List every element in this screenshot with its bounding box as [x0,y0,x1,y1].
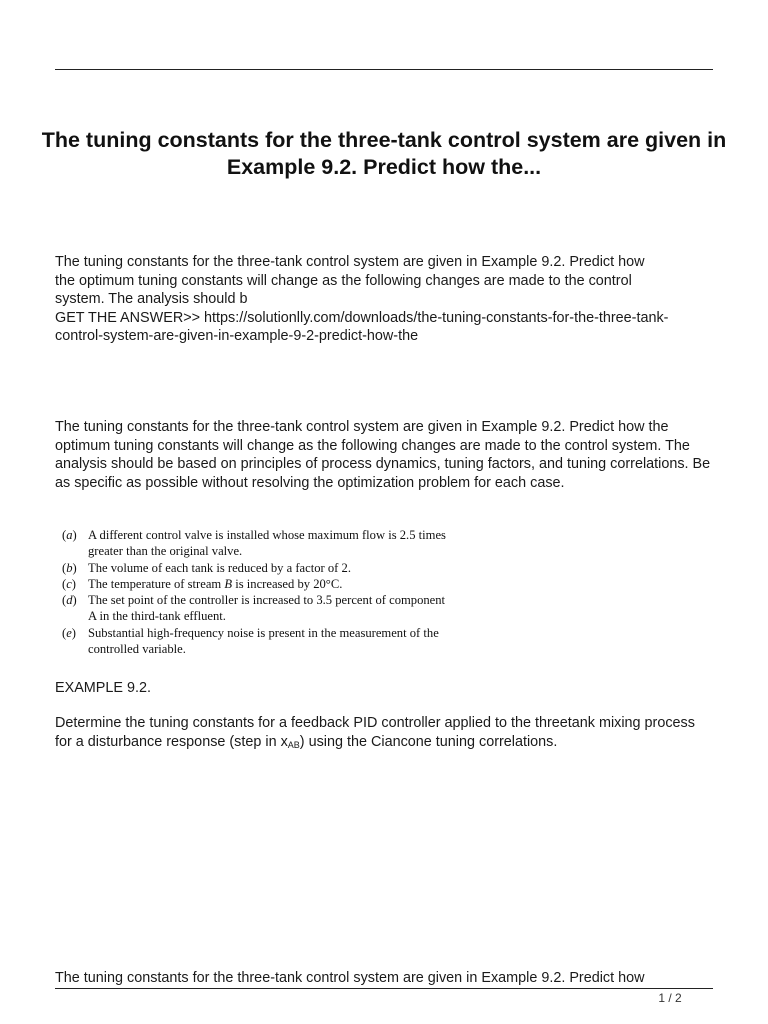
intro-line: The tuning constants for the three-tank control system are given in Example 9.2. Predict how [55,254,645,270]
question-part-c [62,576,492,592]
answer-link-continued[interactable]: control-system-are-given-in-example-9-2-predict-how-the [55,328,419,344]
part-label: (b) [62,560,77,575]
part-label: (d) [62,593,77,608]
part-text: The set point of the controller is increased to 3.5 percent of component A in the third-tank effluent. [88,593,446,624]
question-parts-list [62,527,492,657]
intro-line: system. The analysis should b [55,291,248,307]
part-text: A different control valve is installed whose maximum flow is 2.5 times greater than the original valve. [88,528,446,559]
example-heading: EXAMPLE 9.2. [55,680,151,696]
top-divider [55,69,713,70]
question-part-b [62,560,492,576]
example-body: Determine the tuning constants for a feedback PID controller applied to the threetank mixing process for a disturbance response (step in $x_{AB}$) using the Ciancone tuning correlations. [55,715,695,750]
intro-line: the optimum tuning constants will change as the following changes are made to the control [55,272,632,289]
question-part-a [62,527,492,560]
part-text: Substantial high-frequency noise is present in the measurement of the controlled variable. [88,625,439,657]
answer-link[interactable]: GET THE ANSWER>> https://solutionlly.com/downloads/the-tuning-constants-for-the-three-tank- [55,309,669,326]
full-question-paragraph: The tuning constants for the three-tank control system are given in Example 9.2. Predict how the optimum tuning constants will change as the following changes are made to the control system. The analysis should be based on principles of process dynamics, tuning factors, and tuning correlations. Be as specific as possible without resolving the optimization problem for each case. [55,419,711,491]
page-number: 1 / 2 [658,991,682,1005]
document-title: The tuning constants for the three-tank control system are given in Example 9.2. Predict how the... [41,128,727,179]
part-label: (c) [62,576,76,591]
part-text: The volume of each tank is reduced by a factor of 2. [88,560,351,575]
part-label: (e) [62,625,76,640]
intro-paragraph [55,253,725,346]
bottom-divider [55,988,713,989]
part-text: The temperature of stream B is increased by 20°C. [88,576,343,591]
subscript-ab: AB [287,739,300,750]
question-part-d [62,592,492,625]
repeated-question-paragraph: The tuning constants for the three-tank control system are given in Example 9.2. Predict how [55,970,645,986]
part-label: (a) [62,528,77,542]
question-part-e [62,625,492,658]
